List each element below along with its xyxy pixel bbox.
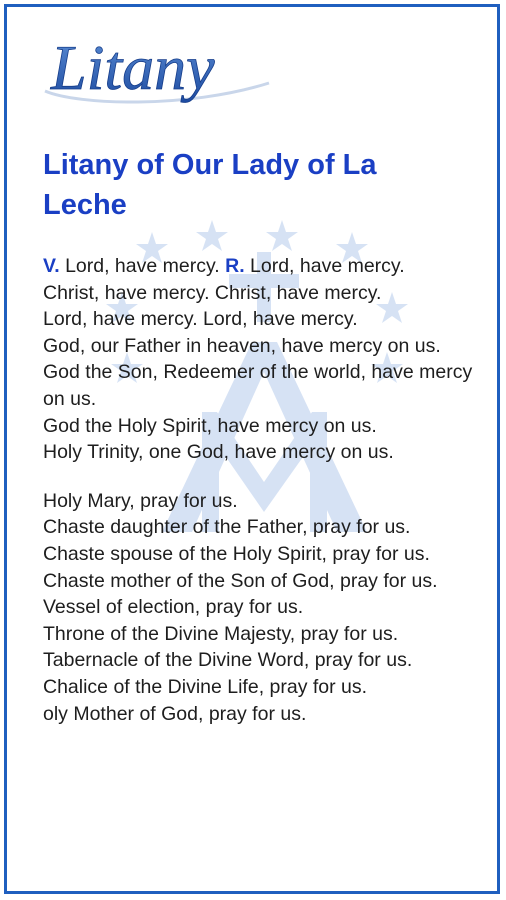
invocation-line: Chalice of the Divine Life, pray for us. (43, 675, 368, 698)
invocation-line: oly Mother of God, pray for us. (43, 702, 307, 725)
invocation-line: Tabernacle of the Divine Word, pray for us. (43, 649, 413, 672)
invocation-line: Chaste daughter of the Father, pray for us. (43, 516, 411, 539)
app-frame (4, 4, 500, 894)
litany-line: God the Son, Redeemer of the world, have mercy on us. (43, 361, 473, 410)
versicle-marker: V. (43, 255, 60, 277)
invocation-line: Throne of the Divine Majesty, pray for us. (43, 622, 399, 645)
litany-text (43, 253, 483, 813)
response-marker: R. (225, 255, 245, 277)
litany-line: Holy Trinity, one God, have mercy on us. (43, 441, 394, 464)
versicle-text: Lord, have mercy. (65, 255, 220, 277)
litany-line: God the Holy Spirit, have mercy on us. (43, 414, 377, 437)
invocation-line: Vessel of election, pray for us. (43, 596, 304, 619)
litany-logo (37, 13, 277, 123)
litany-line: God, our Father in heaven, have mercy on us. (43, 334, 441, 357)
page-title: Litany of Our Lady of La Leche (43, 149, 377, 221)
invocation-line: Chaste mother of the Son of God, pray for us. (43, 569, 438, 592)
logo-text: Litany (51, 32, 215, 103)
response-text: Lord, have mercy. (250, 255, 405, 277)
litany-line: Lord, have mercy. Lord, have mercy. (43, 308, 358, 331)
invocation-line: Holy Mary, pray for us. (43, 489, 238, 512)
paragraph-gap (43, 466, 483, 488)
litany-line: Christ, have mercy. Christ, have mercy. (43, 281, 382, 304)
litany-line-1 (43, 253, 483, 280)
invocation-line: Chaste spouse of the Holy Spirit, pray for us. (43, 542, 430, 565)
